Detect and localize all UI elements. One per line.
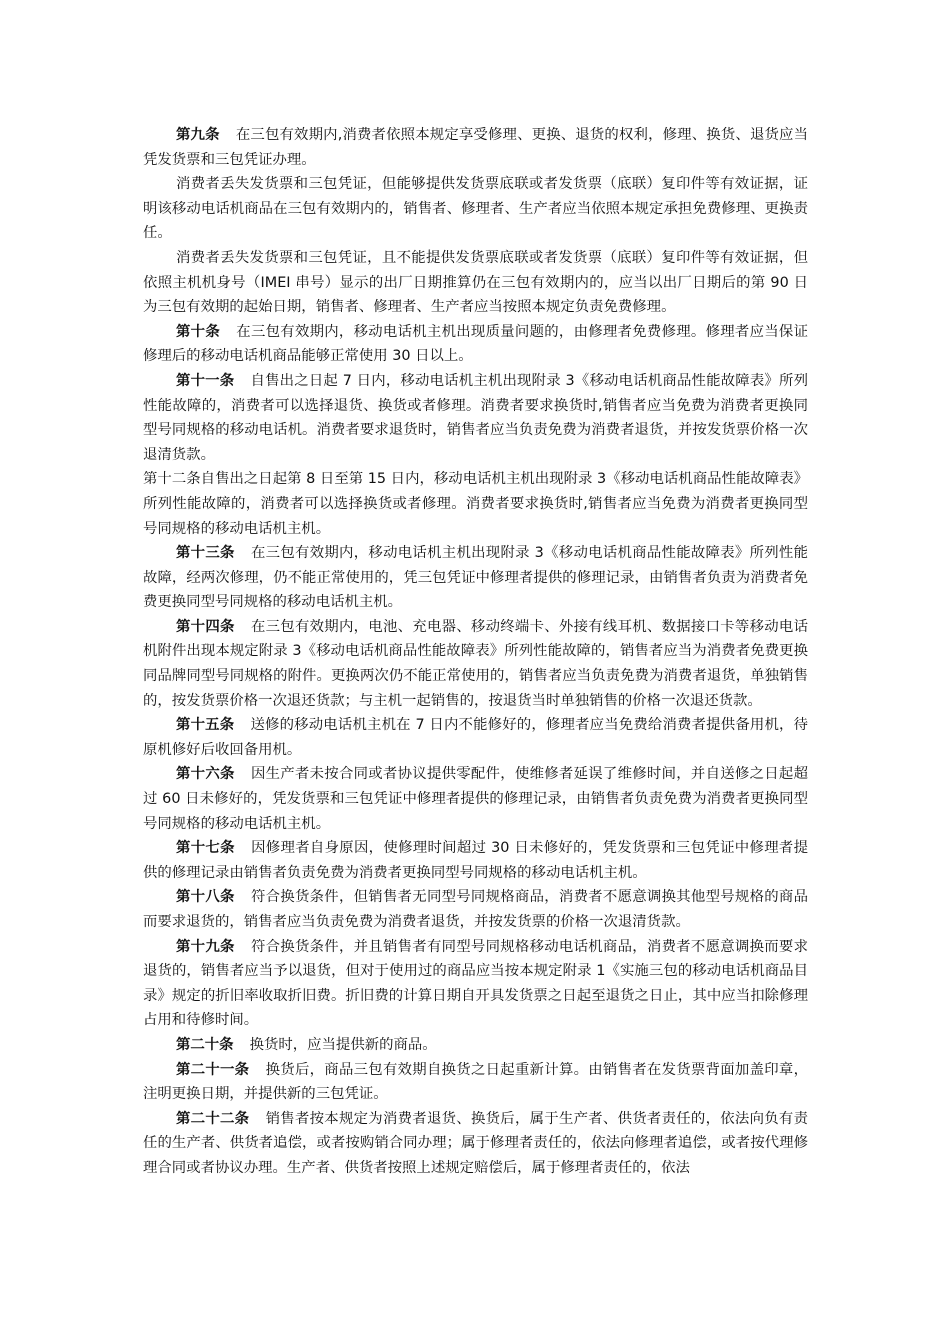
article-text: 自售出之日起 7 日内，移动电话机主机出现附录 3《移动电话机商品性能故障表》所列性能故障的，消费者可以选择退货、换货或者修理。消费者要求换货时,销售者应当免费为消费者更换同型号同规格的移动电话机。消费者要求退货时，销售者应当负责免费为消费者退货，并按发货票价格一次退清货款。 <box>143 372 808 463</box>
article-title: 第十八条 <box>176 889 235 906</box>
article-text: 符合换货条件，并且销售者有同型号同规格移动电话机商品，消费者不愿意调换而要求退货的，销售者应当予以退货，但对于使用过的商品应当按本规定附录 1《实施三包的移动电话机商品目录》规定的折旧率收取折旧费。折旧费的计算日期自开具发货票之日起至退货之日止，其中应当扣除修理占用和待修时间。 <box>143 938 808 1029</box>
article-title: 第十三条 <box>176 545 235 562</box>
paragraph <box>143 246 808 320</box>
paragraph-article-17 <box>143 836 808 885</box>
article-title: 第二十二条 <box>176 1110 250 1127</box>
article-text: 销售者按本规定为消费者退货、换货后，属于生产者、供货者责任的，依法向负有责任的生产者、供货者追偿，或者按购销合同办理；属于修理者责任的，依法向修理者追偿，或者按代理修理合同或者协议办理。生产者、供货者按照上述规定赔偿后，属于修理者责任的，依法 <box>143 1110 808 1176</box>
paragraph-article-15 <box>143 713 808 762</box>
paragraph-text: 消费者丢失发货票和三包凭证，且不能提供发货票底联或者发货票（底联）复印件等有效证据，但依照主机机身号（IMEI 串号）显示的出厂日期推算仍在三包有效期内的，应当以出厂日期后的第 90 日为三包有效期的起始日期，销售者、修理者、生产者应当按照本规定负责免费修理。 <box>143 249 808 316</box>
article-text: 换货后，商品三包有效期自换货之日起重新计算。由销售者在发货票背面加盖印章，注明更换日期，并提供新的三包凭证。 <box>143 1061 808 1103</box>
article-text: 在三包有效期内，移动电话机主机出现附录 3《移动电话机商品性能故障表》所列性能故障，经两次修理，仍不能正常使用的，凭三包凭证中修理者提供的修理记录，由销售者负责为消费者免费更换同型号同规格的移动电话机主机。 <box>143 545 808 611</box>
paragraph-article-18 <box>143 885 808 934</box>
article-title: 第二十条 <box>176 1036 234 1053</box>
paragraph-article-20 <box>143 1033 808 1058</box>
article-title: 第九条 <box>176 127 220 143</box>
article-text: 因生产者未按合同或者协议提供零配件，使维修者延误了维修时间，并自送修之日起超过 60 日未修好的，凭发货票和三包凭证中修理者提供的修理记录，由销售者负责免费为消费者更换同型号同规格的移动电话机主机。 <box>143 766 808 832</box>
paragraph <box>143 172 808 246</box>
article-text: 送修的移动电话机主机在 7 日内不能修好的，修理者应当免费给消费者提供备用机，待原机修好后收回备用机。 <box>143 717 808 758</box>
article-text: 在三包有效期内，移动电话机主机出现质量问题的，由修理者免费修理。修理者应当保证修理后的移动电话机商品能够正常使用 30 日以上。 <box>143 323 808 365</box>
article-text: 第十二条自售出之日起第 8 日至第 15 日内，移动电话机主机出现附录 3《移动电话机商品性能故障表》所列性能故障的，消费者可以选择换货或者修理。消费者要求换货时,销售者应当免费为消费者更换同型号同规格的移动电话机主机。 <box>143 471 808 537</box>
paragraph-article-16 <box>143 762 808 836</box>
paragraph-text: 消费者丢失发货票和三包凭证，但能够提供发货票底联或者发货票（底联）复印件等有效证据，证明该移动电话机商品在三包有效期内的，销售者、修理者、生产者应当依照本规定承担免费修理、更换责任。 <box>143 176 808 242</box>
article-title: 第十六条 <box>176 766 235 783</box>
paragraph-article-13 <box>143 541 808 615</box>
article-title: 第十九条 <box>176 938 235 955</box>
paragraph-article-11 <box>143 369 808 467</box>
article-title: 第十条 <box>176 323 220 340</box>
article-text: 因修理者自身原因，使修理时间超过 30 日未修好的，凭发货票和三包凭证中修理者提供的修理记录由销售者负责免费为消费者更换同型号同规格的移动电话机主机。 <box>143 840 808 881</box>
article-title: 第十七条 <box>176 840 235 857</box>
article-text: 符合换货条件，但销售者无同型号同规格商品，消费者不愿意调换其他型号规格的商品而要求退货的，销售者应当负责免费为消费者退货，并按发货票的价格一次退清货款。 <box>143 889 808 930</box>
article-text: 换货时，应当提供新的商品。 <box>249 1036 437 1053</box>
paragraph-article-21 <box>143 1058 808 1107</box>
article-title: 第十五条 <box>176 717 235 734</box>
document-page <box>143 123 808 1181</box>
paragraph-article-12 <box>143 467 808 541</box>
article-text: 在三包有效期内,消费者依照本规定享受修理、更换、退货的权利，修理、换货、退货应当凭发货票和三包凭证办理。 <box>143 127 808 168</box>
article-title: 第十四条 <box>176 618 235 635</box>
article-title: 第十一条 <box>176 372 235 389</box>
paragraph-article-14 <box>143 615 808 713</box>
article-text: 在三包有效期内，电池、充电器、移动终端卡、外接有线耳机、数据接口卡等移动电话机附件出现本规定附录 3《移动电话机商品性能故障表》所列性能故障的，销售者应当为消费者免费更换同品牌同型号同规格的附件。更换两次仍不能正常使用的，销售者应当负责免费为消费者退货，单独销售的，按发货票价格一次退还货款；与主机一起销售的，按退货当时单独销售的价格一次退还货款。 <box>143 618 808 709</box>
paragraph-article-10 <box>143 320 808 369</box>
article-title: 第二十一条 <box>176 1061 250 1078</box>
paragraph-article-9 <box>143 123 808 172</box>
paragraph-article-19 <box>143 935 808 1033</box>
paragraph-article-22 <box>143 1107 808 1181</box>
